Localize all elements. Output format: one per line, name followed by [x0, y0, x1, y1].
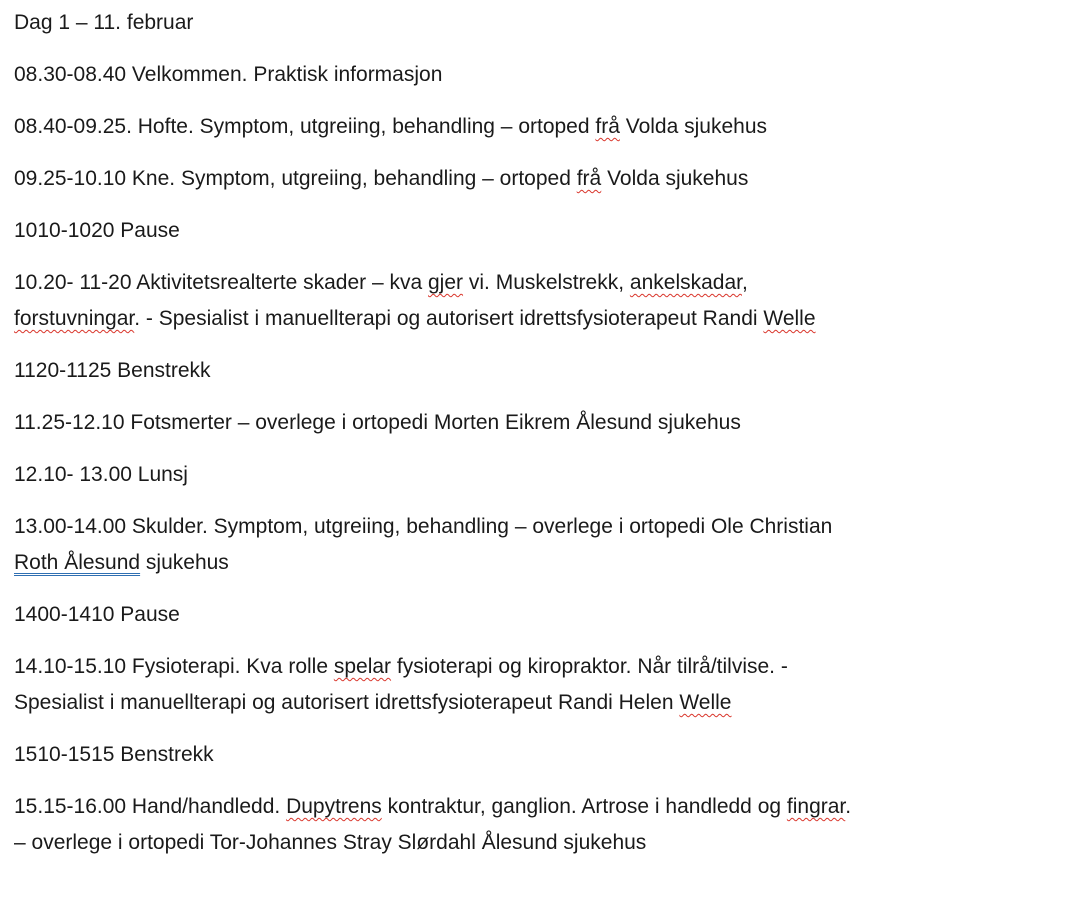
- schedule-item-line: [14, 457, 1080, 493]
- schedule-item-line: [14, 825, 1080, 861]
- schedule-item: [14, 265, 1080, 337]
- schedule-item-line: [14, 213, 1080, 249]
- schedule-item: [14, 509, 1080, 581]
- spelling-flagged-word: ankelskadar: [629, 271, 742, 294]
- text-segment: 08.30-08.40 Velkommen. Praktisk informasjon: [14, 63, 443, 86]
- schedule-item-line: [14, 109, 1080, 145]
- text-segment: 13.00-14.00 Skulder. Symptom, utgreiing, behandling – overlege i ortopedi Ole Christian: [14, 515, 833, 538]
- text-segment: 09.25-10.10 Kne. Symptom, utgreiing, behandling – ortoped: [14, 167, 577, 190]
- text-segment: Volda sjukehus: [601, 167, 749, 190]
- text-segment: ,: [741, 271, 748, 294]
- text-segment: Spesialist i manuellterapi og autorisert idrettsfysioterapeut Randi Helen: [14, 691, 680, 714]
- text-segment: 1400-1410 Pause: [14, 603, 180, 626]
- schedule-item-line: [14, 509, 1080, 545]
- schedule-item: [14, 213, 1080, 249]
- schedule-item: [14, 161, 1080, 197]
- text-segment: 11.25-12.10 Fotsmerter – overlege i ortopedi Morten Eikrem Ålesund sjukehus: [14, 411, 741, 434]
- spelling-flagged-word: fingrar: [786, 795, 846, 818]
- text-segment: Volda sjukehus: [619, 115, 768, 138]
- text-segment: vi. Muskelstrekk,: [463, 271, 630, 294]
- text-segment: fysioterapi og kiropraktor. Når tilrå/tilvise. -: [391, 655, 788, 678]
- text-segment: 08.40-09.25. Hofte. Symptom, utgreiing, behandling – ortoped: [14, 115, 596, 138]
- schedule-item-line: [14, 405, 1080, 441]
- text-segment: . - Spesialist i manuellterapi og autorisert idrettsfysioterapeut Randi: [134, 307, 764, 330]
- schedule-item-line: [14, 597, 1080, 633]
- schedule-item: [14, 457, 1080, 493]
- schedule-item-line: [14, 301, 1080, 337]
- schedule-item: [14, 789, 1080, 861]
- spelling-flagged-word: gjer: [428, 271, 464, 294]
- text-segment: 1010-1020 Pause: [14, 219, 180, 242]
- schedule-item-line: [14, 265, 1080, 301]
- spelling-flagged-word: forstuvningar: [14, 307, 135, 330]
- schedule-item-line: [14, 737, 1080, 773]
- text-segment: 12.10- 13.00 Lunsj: [14, 463, 188, 486]
- schedule-item: [14, 597, 1080, 633]
- spelling-flagged-word: Welle: [763, 307, 816, 330]
- text-segment: 14.10-15.10 Fysioterapi. Kva rolle: [14, 655, 334, 678]
- grammar-flagged-phrase: Roth Ålesund: [14, 551, 141, 574]
- schedule-list: [14, 57, 1080, 861]
- text-segment: kontraktur, ganglion. Artrose i handledd og: [381, 795, 787, 818]
- schedule-item-line: [14, 789, 1080, 825]
- text-segment: sjukehus: [140, 551, 229, 574]
- schedule-item-line: [14, 57, 1080, 93]
- schedule-item-line: [14, 353, 1080, 389]
- schedule-item-line: [14, 161, 1080, 197]
- text-segment: 10.20- 11-20 Aktivitetsrealterte skader – kva: [14, 271, 428, 294]
- text-segment: 15.15-16.00 Hand/handledd.: [14, 795, 287, 818]
- schedule-item-line: [14, 649, 1080, 685]
- text-segment: 1510-1515 Benstrekk: [14, 743, 214, 766]
- text-segment: 1120-1125 Benstrekk: [14, 359, 211, 382]
- schedule-item: [14, 353, 1080, 389]
- schedule-item: [14, 737, 1080, 773]
- schedule-item: [14, 649, 1080, 721]
- schedule-item: [14, 109, 1080, 145]
- spelling-flagged-word: Dupytrens: [286, 795, 382, 818]
- schedule-item: [14, 405, 1080, 441]
- schedule-item-line: [14, 545, 1080, 581]
- spelling-flagged-word: frå: [576, 167, 602, 190]
- text-segment: .: [845, 795, 852, 818]
- day-heading: Dag 1 – 11. februar: [14, 11, 194, 34]
- spelling-flagged-word: Welle: [679, 691, 732, 714]
- schedule-item: [14, 57, 1080, 93]
- text-segment: – overlege i ortopedi Tor-Johannes Stray Slørdahl Ålesund sjukehus: [14, 831, 647, 854]
- schedule-item-line: [14, 685, 1080, 721]
- spelling-flagged-word: spelar: [333, 655, 392, 678]
- spelling-flagged-word: frå: [595, 115, 620, 138]
